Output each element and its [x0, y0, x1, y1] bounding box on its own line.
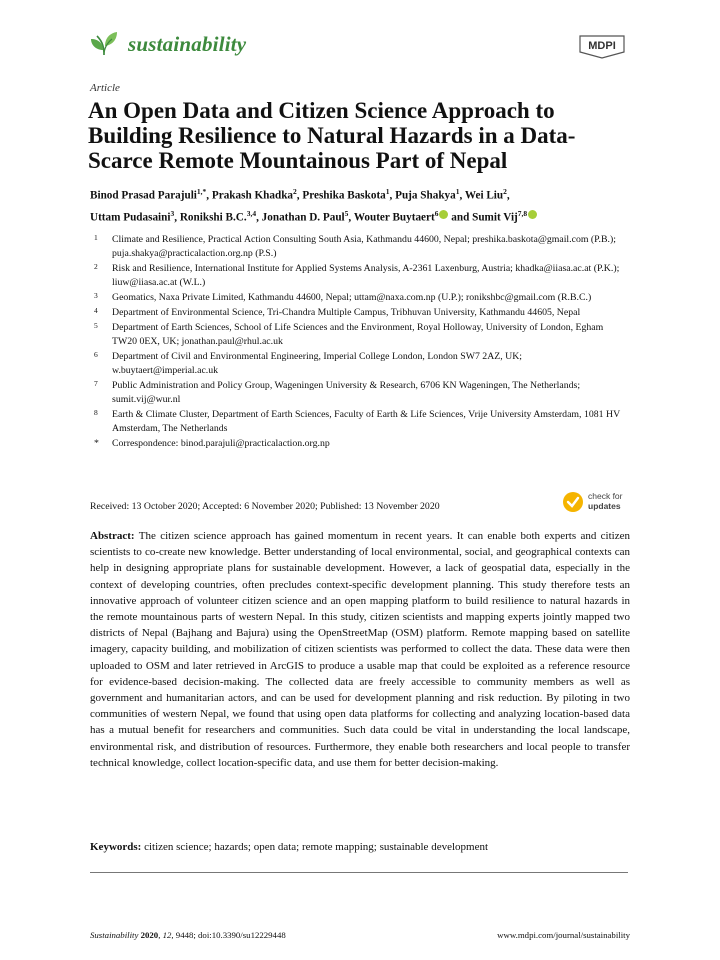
author-separator: ,	[389, 189, 396, 202]
affiliation-item	[90, 306, 630, 320]
journal-url-link[interactable]: www.mdpi.com/journal/sustainability	[497, 930, 630, 940]
author-affiliation-marker: 5	[344, 208, 349, 218]
affiliation-text: Geomatics, Naxa Private Limited, Kathmandu 44600, Nepal; uttam@naxa.com.np (U.P.); ronikshbc@gmail.com (R.B.C.)	[112, 292, 592, 304]
publisher-name: MDPI	[588, 40, 616, 52]
author-name[interactable]: Preshika Baskota	[302, 189, 386, 202]
author-name[interactable]: Binod Prasad Parajuli	[90, 189, 197, 202]
affiliation-item	[90, 291, 630, 305]
updates-line2: updates	[588, 501, 621, 511]
author-name[interactable]: Ronikshi B.C.	[179, 211, 247, 224]
paper-title: An Open Data and Citizen Science Approach to Building Resilience to Natural Hazards in a Data-Scarce Remote Mountainous Part of Nepal	[88, 98, 576, 173]
affiliation-text: Public Administration and Policy Group, Wageningen University & Research, 6706 KN Wageningen, The Netherlands; sumit.vij@wur.nl	[112, 379, 581, 406]
journal-header	[88, 26, 628, 66]
keywords-text: citizen science; hazards; open data; remote mapping; sustainable development	[144, 841, 489, 853]
author-affiliation-marker: 7,8	[517, 208, 528, 218]
affiliation-text: Department of Civil and Environmental Engineering, Imperial College London, London SW7 2AZ, UK; w.buytaert@imperial.ac.uk	[112, 350, 523, 377]
affiliation-list	[90, 233, 630, 452]
author-name[interactable]: Wei Liu	[464, 189, 504, 202]
affiliation-item	[90, 233, 630, 262]
author-name[interactable]: Sumit Vij	[472, 211, 518, 224]
affiliation-item	[90, 321, 630, 350]
author-affiliation-marker: 1	[385, 187, 390, 196]
author-separator: ,	[506, 189, 510, 202]
affiliation-marker: 3	[94, 291, 98, 301]
footer-doi: , 9448; doi:10.3390/su12229448	[171, 930, 286, 940]
author-affiliation-marker: 2	[293, 187, 297, 196]
author-affiliation-marker: 3,4	[246, 208, 257, 218]
affiliation-item	[90, 437, 630, 451]
author-separator: ,	[206, 189, 212, 202]
footer-journal: Sustainability	[90, 930, 139, 940]
affiliation-marker: *	[94, 438, 99, 450]
orcid-icon[interactable]	[528, 210, 537, 219]
footer-volume: 12	[162, 930, 172, 940]
check-updates-icon	[562, 491, 584, 513]
author-affiliation-marker: 1,*	[196, 187, 207, 196]
article-type: Article	[90, 82, 120, 94]
affiliation-item	[90, 350, 630, 379]
leaf-logo-icon	[88, 28, 120, 60]
footer-year: 2020	[140, 930, 159, 940]
affiliation-marker: 1	[94, 233, 98, 242]
author-separator: ,	[256, 211, 262, 224]
updates-line1: check for	[588, 491, 623, 501]
author-affiliation-marker: 2	[503, 187, 507, 196]
author-affiliation-marker: 1	[455, 187, 460, 196]
journal-name: sustainability	[128, 32, 247, 56]
abstract-text: The citizen science approach has gained momentum in recent years. It can enable both experts and citizen scientists to co-create new knowledge. Better understanding of local environmental, social, and geographical contexts can help in designing appropriate plans for sustainable development. However, a lack of geospatial data, especially in the context of developing countries, often precludes context-specific development planning. This study therefore tests an innovative approach of volunteer citizen science and an open mapping platform to build resilience to natural hazards in the remote mountainous parts of western Nepal. In this study, citizen scientists and mapping experts jointly mapped two districts of Nepal (Bajhang and Bajura) using the OpenStreetMap (OSM) platform. Remote mapping based on satellite imagery, capacity building, and mobilization of citizen scientists was performed to collect the data. These data were then uploaded to OSM and later retrieved in ArcGIS to produce a usable map that could be exploited as a reference resource for evidence-based decision-making. The collected data are freely accessible to community members as well as government and humanitarian actors, and can be used for development planning and risk reduction. By piloting in two communities of western Nepal, we found that using open data platforms for collecting and analyzing location-based data has a mutual benefit for researchers and communities. Such data could be vital in understanding the local landscape, environmental risk, and distribution of resources. Furthermore, they enable both researchers and local people to transfer technical knowledge, collect location-specific data, and use them for better decision-making.	[90, 530, 630, 769]
affiliation-text: Climate and Resilience, Practical Action Consulting South Asia, Kathmandu 44600, Nepal; preshika.baskota@gmail.com (P.B.); puja.shakya@practicalaction.org.np (P.S.)	[112, 234, 616, 260]
author-separator: ,	[459, 189, 465, 202]
affiliation-text: Department of Environmental Science, Tri-Chandra Multiple Campus, Tribhuvan University, Kathmandu 44605, Nepal	[112, 306, 581, 318]
author-separator: ,	[348, 211, 354, 224]
affiliation-text: Department of Earth Sciences, School of Life Sciences and the Environment, Royal Holloway, University of London, Egham TW20 0EX, UK; jonathan.paul@rhul.ac.uk	[112, 321, 604, 348]
affiliation-marker: 4	[94, 305, 98, 315]
author-name[interactable]: Uttam Pudasaini	[90, 211, 171, 224]
author-name[interactable]: Jonathan D. Paul	[261, 211, 345, 224]
author-name[interactable]: Prakash Khadka	[211, 189, 294, 202]
footer-divider	[90, 872, 628, 873]
affiliation-text: Risk and Resilience, International Institute for Applied Systems Analysis, A-2361 Laxenburg, Austria; khadka@iiasa.ac.at (P.K.); liuw@iiasa.ac.at (W.L.)	[112, 263, 620, 289]
author-affiliation-marker: 6	[434, 208, 439, 218]
publisher-logo	[576, 32, 628, 60]
keywords-label: Keywords:	[90, 841, 142, 853]
affiliation-marker: 6	[94, 349, 98, 359]
affiliation-marker: 7	[94, 378, 98, 388]
author-name[interactable]: Puja Shakya	[395, 189, 456, 202]
affiliation-item	[90, 379, 630, 408]
affiliation-text: Earth & Climate Cluster, Department of Earth Sciences, Faculty of Earth & Life Sciences, Vrije University Amsterdam, 1081 HV Amsterdam, The Netherlands	[112, 409, 620, 435]
affiliation-marker: 8	[94, 408, 98, 418]
author-separator: ,	[174, 211, 180, 224]
affiliation-item	[90, 408, 630, 437]
author-separator: and	[448, 211, 473, 224]
affiliation-item	[90, 262, 630, 291]
abstract	[90, 528, 630, 771]
affiliation-marker: 2	[94, 262, 98, 272]
check-for-updates-button[interactable]	[562, 489, 642, 515]
publication-dates: Received: 13 October 2020; Accepted: 6 November 2020; Published: 13 November 2020	[90, 501, 440, 512]
keywords	[90, 839, 630, 855]
affiliation-text: Correspondence: binod.parajuli@practicalaction.org.np	[112, 438, 330, 450]
affiliation-marker: 5	[94, 320, 98, 330]
citation-footer: Sustainability 2020, 12, 9448; doi:10.3390/su12229448	[90, 930, 286, 940]
author-list	[90, 183, 630, 226]
author-name[interactable]: Wouter Buytaert	[353, 211, 435, 224]
abstract-label: Abstract:	[90, 530, 135, 542]
author-separator: ,	[296, 189, 303, 202]
author-affiliation-marker: 3	[170, 208, 175, 218]
